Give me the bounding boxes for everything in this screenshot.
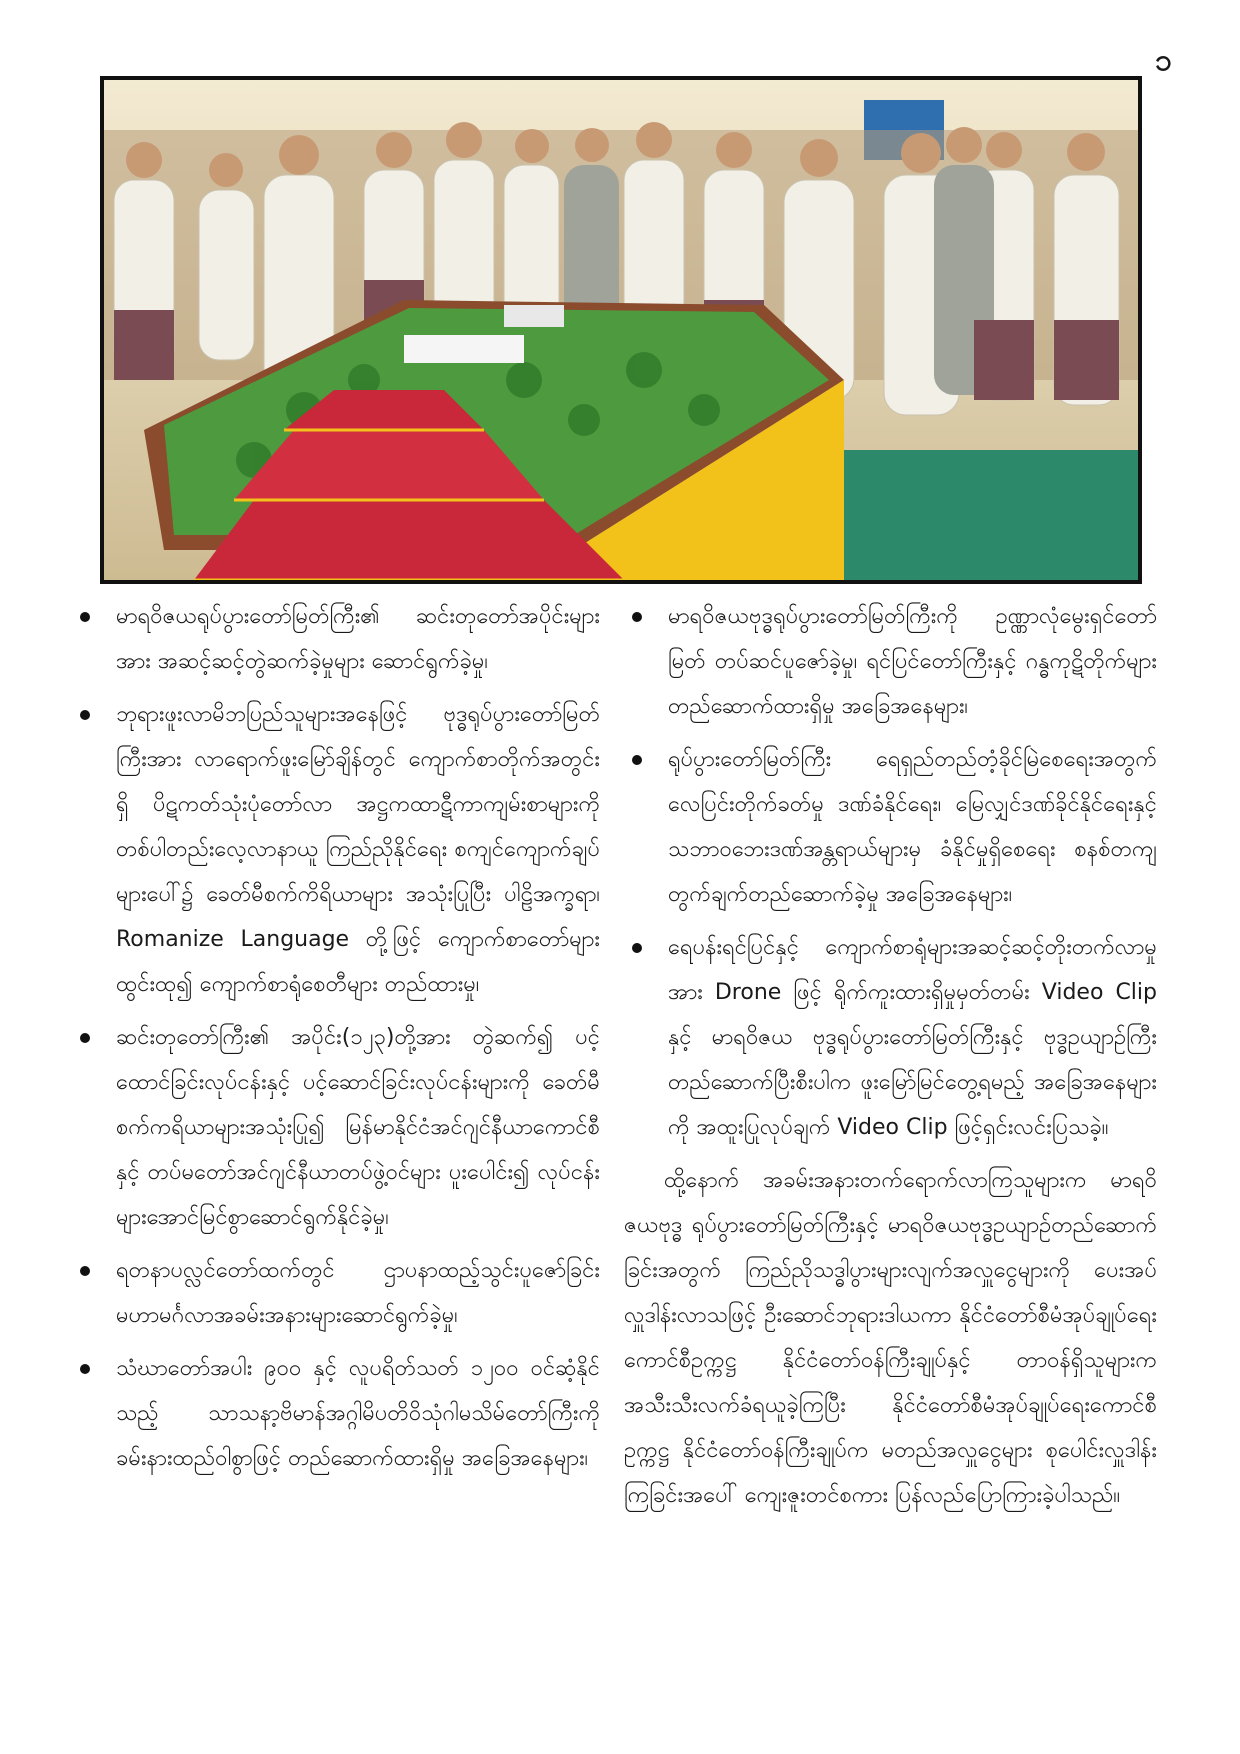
right-column (624, 594, 1157, 1518)
event-photo (100, 76, 1142, 584)
body-paragraph: ထို့နောက် အခမ်းအနားတက်ရောက်လာကြသူများက မာရဝိဇယဗုဒ္ဓ ရုပ်ပွားတော်မြတ်ကြီးနှင့် မာရဝိဇယဗုဒ္ဓဥယျာဉ်တည်ဆောက်ခြင်းအတွက် ကြည်ညိုသဒ္ဓါပွားများလျက်အလှူငွေများကို ပေးအပ်လှူဒါန်းလာသဖြင့် ဦးဆောင်ဘုရားဒါယကာ နိုင်ငံတော်စီမံအုပ်ချုပ်ရေးကောင်စီဥက္ကဋ္ဌ နိုင်ငံတော်ဝန်ကြီးချုပ်နှင့် တာဝန်ရှိသူများက အသီးသီးလက်ခံရယူခဲ့ကြပြီး နိုင်ငံတော်စီမံအုပ်ချုပ်ရေးကောင်စီဥက္ကဋ္ဌ နိုင်ငံတော်ဝန်ကြီးချုပ်က မတည်အလှူငွေများ စုပေါင်းလှူဒါန်းကြခြင်းအပေါ် ကျေးဇူးတင်စကား ပြန်လည်ပြောကြားခဲ့ပါသည်။ (624, 1168, 1157, 1508)
bullet-item: ဘုရားဖူးလာမိဘပြည်သူများအနေဖြင့် ဗုဒ္ဓရုပ်ပွားတော်မြတ်ကြီးအား လာရောက်ဖူးမြော်ချိန်တွင် ကျောက်စာတိုက်အတွင်းရှိ ပိဋကတ်သုံးပုံတော်လာ အဋ္ဌကထာဋီကာကျမ်းစာများကို တစ်ပါတည်းလေ့လာနာယူ ကြည်ညိုနိုင်ရေး စကျင်ကျောက်ချပ်များပေါ်၌ ခေတ်မီစက်ကိရိယာများ အသုံးပြုပြီး ပါဠိအက္ခရာ၊ Romanize Language တို့ဖြင့် ကျောက်စာတော်များထွင်းထု၍ ကျောက်စာရုံစေတီများ တည်ထားမှု၊ (80, 692, 600, 1007)
event-photo-illustration (104, 80, 1138, 580)
bullet-item: ရုပ်ပွားတော်မြတ်ကြီး ရေရှည်တည်တံ့ခိုင်မြဲစေရေးအတွက် လေပြင်းတိုက်ခတ်မှု ဒဏ်ခံနိုင်ရေး၊ မြေလျှင်ဒဏ်ခိုင်နိုင်ရေးနှင့် သဘာဝဘေးဒဏ်အန္တရာယ်များမှ ခံနိုင်မှုရှိစေရေး စနစ်တကျ တွက်ချက်တည်ဆောက်ခဲ့မှု အခြေအနေများ၊ (632, 737, 1157, 917)
bullet-item: မာရဝိဇယရုပ်ပွားတော်မြတ်ကြီး၏ ဆင်းတုတော်အပိုင်းများအား အဆင့်ဆင့်တွဲဆက်ခဲ့မှုများ ဆောင်ရွက်ခဲ့မှု၊ (80, 594, 600, 684)
left-column (80, 594, 600, 1489)
bullet-item: ရေပန်းရင်ပြင်နှင့် ကျောက်စာရုံများအဆင့်ဆင့်တိုးတက်လာမှုအား Drone ဖြင့် ရိုက်ကူးထားရှိမှုမှတ်တမ်း Video Clip နှင့် မာရဝိဇယ ဗုဒ္ဓရုပ်ပွားတော်မြတ်ကြီးနှင့် ဗုဒ္ဓဥယျာဉ်ကြီးတည်ဆောက်ပြီးစီးပါက ဖူးမြော်မြင်တွေ့ရမည့် အခြေအနေများကို အထူးပြုလုပ်ချက် Video Clip ဖြင့်ရှင်းလင်းပြသခဲ့။ (632, 925, 1157, 1150)
bullet-item: မာရဝိဇယဗုဒ္ဓရုပ်ပွားတော်မြတ်ကြီးကို ဥဏ္ဏာလုံမွေးရှင်တော်မြတ် တပ်ဆင်ပူဇော်ခဲ့မှု၊ ရင်ပြင်တော်ကြီးနှင့် ဂန္ဓကုဋိတိုက်များ တည်ဆောက်ထားရှိမှု အခြေအနေများ၊ (632, 594, 1157, 729)
bullet-item: ဆင်းတုတော်ကြီး၏ အပိုင်း(၁၂၃)တို့အား တွဲဆက်၍ ပင့်ထောင်ခြင်းလုပ်ငန်းနှင့် ပင့်ဆောင်ခြင်းလုပ်ငန်းများကို ခေတ်မီစက်ကရိယာများအသုံးပြု၍ မြန်မာနိုင်ငံအင်ဂျင်နီယာကောင်စီနှင့် တပ်မတော်အင်ဂျင်နီယာတပ်ဖွဲ့ဝင်များ ပူးပေါင်း၍ လုပ်ငန်းများအောင်မြင်စွာဆောင်ရွက်နိုင်ခဲ့မှု၊ (80, 1015, 600, 1240)
bullet-item: သံဃာတော်အပါး ၉၀၀ နှင့် လူပရိတ်သတ် ၁၂၀၀ ဝင်ဆံ့နိုင်သည့် သာသနာ့ဗိမာန်အဂ္ဂါမိပတိဝိသုံဂါမသိမ်တော်ကြီးကို ခမ်းနားထည်ဝါစွာဖြင့် တည်ဆောက်ထားရှိမှု အခြေအနေများ၊ (80, 1346, 600, 1481)
bullet-item: ရတနာပလ္လင်တော်ထက်တွင် ဌာပနာထည့်သွင်းပူဇော်ခြင်း မဟာမင်္ဂလာအခမ်းအနားများဆောင်ရွက်ခဲ့မှု၊ (80, 1248, 600, 1338)
page-number: ၁ (1155, 43, 1172, 78)
